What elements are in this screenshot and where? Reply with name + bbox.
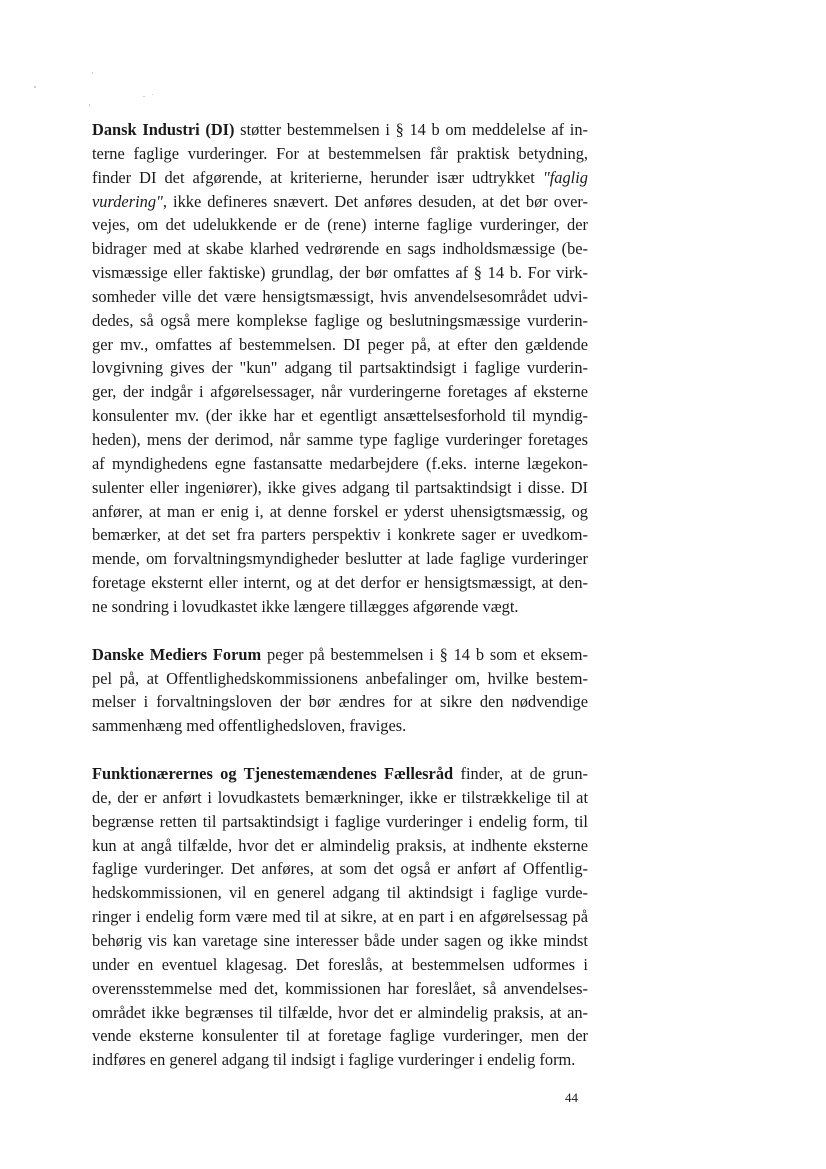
text-line: Danske Mediers Forum peger på bestemmelsen i § 14 b som et eksem- — [92, 644, 588, 664]
paragraph-spacer — [92, 738, 588, 762]
text-line: vurdering", ikke defineres snævert. Det anføres desuden, at det bør over- — [92, 191, 588, 211]
text-line: terne faglige vurderinger. For at bestemmelsen får praktisk betydning, — [92, 143, 588, 163]
text-line: sulenter eller ingeniører), ikke gives adgang til partsaktindsigt i disse. DI — [92, 477, 588, 497]
text-line: ne sondring i lovudkastet ikke længere tillægges afgørende vægt. — [92, 596, 519, 616]
text-line: vejes, om det udelukkende er de (rene) interne faglige vurderinger, der — [92, 215, 588, 235]
paragraph-dansk-industri — [92, 118, 588, 619]
quoted-term: vurdering" — [92, 191, 163, 211]
paragraph-ftf — [92, 762, 588, 1072]
text-line: under en eventuel klagesag. Det foreslås, at bestemmelsen udformes i — [92, 954, 588, 974]
text-line: anfører, at man er enig i, at denne forskel er yderst uhensigtsmæssig, og — [92, 501, 588, 521]
text-line: vende eksterne konsulenter til at foretage faglige vurderinger, men der — [92, 1026, 588, 1046]
text-line: kun at angå tilfælde, hvor det er almindelig praksis, at indhente eksterne — [92, 835, 588, 855]
text-line: bidrager med at skabe klarhed vedrørende en sags indholdsmæssige (be- — [92, 239, 588, 259]
text-line: ger, der indgår i afgørelsessager, når vurderingerne foretages af eksterne — [92, 382, 588, 402]
paragraph-spacer — [92, 619, 588, 643]
text-line: begrænse retten til partsaktindsigt i faglige vurderinger i endelig form, til — [92, 811, 588, 831]
scan-speck — [89, 104, 90, 107]
text-line: sammenhæng med offentlighedsloven, fraviges. — [92, 716, 407, 736]
paragraph-danske-mediers-forum — [92, 643, 588, 738]
organization-name: Funktionærernes og Tjenestemændenes Fællesråd — [92, 764, 454, 784]
text-line: pel på, at Offentlighedskommissionens anbefalinger om, hvilke bestem- — [92, 668, 588, 688]
text-line: konsulenter mv. (der ikke har et egentligt ansættelsesforhold til myndig- — [92, 406, 588, 426]
text-line: heden), mens der derimod, når samme type faglige vurderinger foretages — [92, 429, 588, 449]
text-line: de, der er anført i lovudkastets bemærkninger, ikke er tilstrækkelige til at — [92, 787, 588, 807]
text-line: mende, om forvaltningsmyndigheder beslutter at lade faglige vurderinger — [92, 549, 588, 569]
text-line: somheder ville det være hensigtsmæssigt, hvis anvendelsesområdet udvi- — [92, 286, 588, 306]
text-line: dedes, så også mere komplekse faglige og beslutningsmæssige vurderin- — [92, 310, 588, 330]
scan-speck — [34, 86, 36, 88]
text-line: Funktionærernes og Tjenestemændenes Fællesråd finder, at de grun- — [92, 764, 588, 784]
organization-name: Danske Mediers Forum — [92, 644, 262, 664]
organization-name: Dansk Industri (DI) — [92, 120, 235, 139]
scan-speck — [152, 94, 153, 95]
text-line: ringer i endelig form være med til at sikre, at en part i en afgørelsessag på — [92, 907, 588, 927]
text-line: indføres en generel adgang til indsigt i faglige vurderinger i endelig form. — [92, 1050, 576, 1070]
quoted-term: "faglig — [542, 167, 588, 187]
text-line: finder DI det afgørende, at kriterierne, herunder især udtrykket "faglig — [92, 167, 588, 187]
text-line: området ikke begrænses til tilfælde, hvor det er almindelig praksis, at an- — [92, 1002, 588, 1022]
text-line: hedskommissionen, vil en generel adgang til aktindsigt i faglige vurde- — [92, 883, 588, 903]
text-line: melser i forvaltningsloven der bør ændres for at sikre den nødvendige — [92, 692, 588, 712]
text-line: vismæssige eller faktiske) grundlag, der bør omfattes af § 14 b. For virk- — [92, 263, 588, 283]
text-line: bemærker, at det set fra parters perspektiv i konkrete sager er uvedkom- — [92, 525, 588, 545]
text-line: ger mv., omfattes af bestemmelsen. DI peger på, at efter den gældende — [92, 334, 588, 354]
text-line: behørig vis kan varetage sine interesser både under sagen og ikke mindst — [92, 931, 588, 950]
scan-speck — [92, 72, 93, 74]
text-line: faglige vurderinger. Det anføres, at som det også er anført af Offentlig- — [92, 859, 588, 879]
document-body — [92, 118, 588, 1072]
page-number: 44 — [565, 1090, 578, 1105]
scan-speck — [143, 96, 145, 97]
text-line: foretage eksternt eller internt, og at det derfor er hensigtsmæssigt, at den- — [92, 573, 588, 593]
text-line: lovgivning gives der "kun" adgang til partsaktindsigt i faglige vurderin- — [92, 358, 588, 378]
text-line: Dansk Industri (DI) støtter bestemmelsen i § 14 b om meddelelse af in- — [92, 120, 588, 139]
text-line: overensstemmelse med det, kommissionen har foreslået, så anvendelses- — [92, 978, 588, 998]
text-line: af myndighedens egne fastansatte medarbejdere (f.eks. interne lægekon- — [92, 453, 588, 473]
